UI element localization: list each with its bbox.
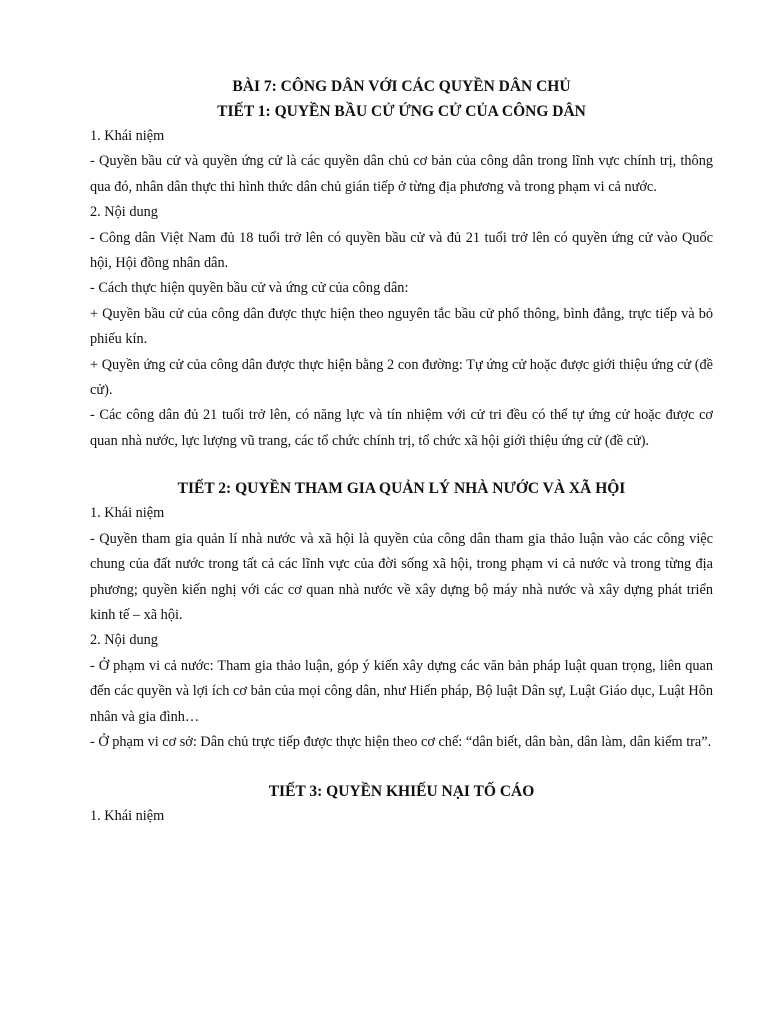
- section-2-heading-content: 2. Nội dung: [90, 632, 158, 649]
- section-2-paragraph-1: - Quyền tham gia quản lí nhà nước và xã hội là quyền của công dân tham gia thảo luận vào các công việc chung của đất nước trong tất cả các lĩnh vực của đời sống xã hội, trong phạm vi cả nước và trong từng địa phương; quyền kiến nghị với các cơ quan nhà nước về xây dựng bộ máy nhà nước và xây dựng phát triển kinh tế – xã hội.: [90, 530, 713, 623]
- section-1-paragraph-6: - Các công dân đủ 21 tuổi trở lên, có năng lực và tín nhiệm với cử tri đều có thể tự ứng cử hoặc được cơ quan nhà nước, lực lượng vũ trang, các tổ chức chính trị, tổ chức xã hội giới thiệu ứng cử (đề cử).: [90, 407, 713, 449]
- section-1-paragraph-2: - Công dân Việt Nam đủ 18 tuổi trở lên có quyền bầu cử và đủ 21 tuổi trở lên có quyền ứng cử vào Quốc hội, Hội đồng nhân dân.: [90, 229, 713, 272]
- section-3-heading-concept: 1. Khái niệm: [90, 808, 165, 825]
- section-spacer: [90, 755, 713, 779]
- section-2-paragraph-3: - Ở phạm vi cơ sở: Dân chủ trực tiếp được thực hiện theo cơ chế: “dân biết, dân bàn, dân làm, dân kiểm tra”.: [90, 733, 712, 750]
- section-1-paragraph-1: - Quyền bầu cử và quyền ứng cử là các quyền dân chủ cơ bản của công dân trong lĩnh vực chính trị, thông qua đó, nhân dân thực thi hình thức dân chủ gián tiếp ở từng địa phương và trong phạm vi cả nước.: [90, 153, 713, 195]
- section-1-paragraph-4: + Quyền bầu cử của công dân được thực hiện theo nguyên tắc bầu cử phổ thông, bình đẳng, trực tiếp và bỏ phiếu kín.: [90, 305, 713, 348]
- section-2-paragraph-2: - Ở phạm vi cả nước: Tham gia thảo luận, góp ý kiến xây dựng các văn bản pháp luật quan trọng, liên quan đến các quyền và lợi ích cơ bản của mọi công dân, như Hiến pháp, Bộ luật Dân sự, Luật Giáo dục, Luật Hôn nhân và gia đình…: [90, 657, 713, 725]
- section-title-1: TIẾT 1: QUYỀN BẦU CỬ ỨNG CỬ CỦA CÔNG DÂN: [217, 103, 586, 120]
- section-2-heading-concept: 1. Khái niệm: [90, 505, 165, 522]
- section-1-paragraph-3: - Cách thực hiện quyền bầu cử và ứng cử của công dân:: [90, 280, 409, 297]
- document-page: [90, 72, 713, 830]
- section-1-paragraph-5: + Quyền ứng cử của công dân được thực hiện bằng 2 con đường: Tự ứng cử hoặc được giới thiệu ứng cử (đề cử).: [90, 356, 713, 399]
- section-1-heading-concept: 1. Khái niệm: [90, 128, 165, 144]
- lesson-title: BÀI 7: CÔNG DÂN VỚI CÁC QUYỀN DÂN CHỦ: [232, 78, 571, 95]
- section-spacer: [90, 454, 713, 476]
- section-title-2: TIẾT 2: QUYỀN THAM GIA QUẢN LÝ NHÀ NƯỚC VÀ XÃ HỘI: [177, 480, 626, 498]
- section-title-3: TIẾT 3: QUYỀN KHIẾU NẠI TỐ CÁO: [268, 783, 535, 801]
- section-1-heading-content: 2. Nội dung: [90, 204, 158, 221]
